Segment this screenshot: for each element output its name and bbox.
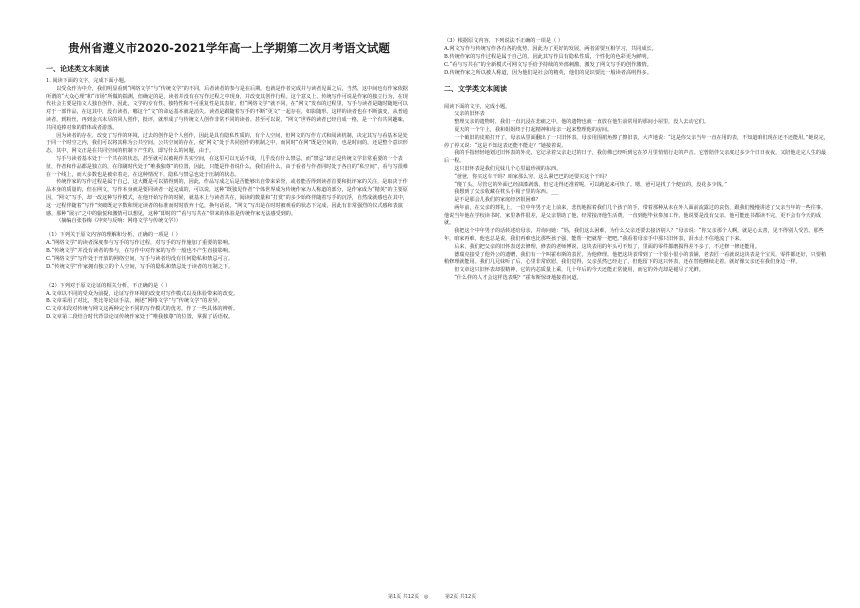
story-paragraph: 我把这个中年男子的话转述给母亲，并询问她：“妈，我们这么困难，为什么父亲还要去接济别人？”母亲说：“你父亲那个人啊，就是心太善，见不得别人受苦。那些年，咱家再难，他也总是说，我们再难也比那些孩子强，能帮一把就帮一把吧。”我看着母亲手中那只旧怀表，泪水止不住地流了下来。: [444, 228, 824, 243]
question-1-2-option-b: B.文章采用了对比，类比等论证手法，阐述“网络文学”与“传统文学”的差异。: [46, 298, 223, 305]
story-paragraph: 后来，我们把父亲的旧怀表送去修理，修表的老师傅说，这块表用的年头可不短了，里面的零件都磨损得差不多了，不过修一修还能用。: [454, 243, 760, 250]
section-heading-1: 一、论述类文本阅读: [46, 65, 109, 73]
passage-paragraph-2: 因为读者的存在，改变了写作的环境，过去的创作是个人创作，因此是具有隐私性质的，有个人空间，但网文的写作方式和阅读机制，决定其写与看基本是处于同一个时空之内，我们可以将其称为公共空间。公共空间的存在，使“网文”处于共同创作的机制之中，而同时“在网”既是空间的，也是时间的，还是整个意识形态，其中，网文正是在共同空间的机制下产生的，即写什么的问题，由于。: [46, 132, 408, 155]
question-1-2-option-c: C.文章末段对传统与网文这两种完全不同的写作模式的优劣，作了一些具体的辨析。: [46, 306, 239, 313]
page-number-left: 第1页 共12页: [388, 594, 420, 600]
question-1-2-stem: （2）下列对于原文论证的相关分析，不正确的是（ ）: [46, 282, 171, 289]
story-paragraph: 一个破旧的皮箱打开了，母亲从里面翻出了一只旧怀表。母亲用围裙角擦了擦旧表，大声地说：“这是你父亲当年一直在用的表，不知道咱们现在还不还能用。”她说完，停了停又说：“这是不知这表还能不能走？”她接着说。: [444, 134, 829, 149]
question-1-prompt: 1. 阅读下面的文字，完成下面小题。: [46, 78, 129, 84]
question-1-3-option-a: A.网文写作与传统写作各有各的优势，因此为了更好的发展，两者需要互相学习，共同成长。: [444, 45, 657, 52]
question-2-prompt: 阅读下面的文字，完成小题。: [444, 103, 511, 110]
binding-mark-icon: ◎: [424, 594, 429, 600]
story-title: 父亲的旧怀表: [454, 111, 485, 118]
passage-paragraph-1: 以受众作为中介，我们明显看到“网络文学”与“传统文学”的不同，后者读者的参与是在后期，也就是作者完成并与读者见面之后，当然，这中间也有作家依据所谓的“大众心理”和“市场”所做的揣测，但确定的是，读者并没有在写作过程之中现身，并改变其创作行程。这个意义上，传统写作可说是作家的独立行为，在现代社会主要是指文人独自创作，因此，文学的专有性、独特性和不可重复性是其表征，但“网络文学”就不同。在“网文”发布的过程里，写手与读者是随时随地可以对于一部作品，在这其中，没有读者，哪这个“文”的命运基本就是消失。读者是跟随着写手的不断“更文”一起存在，如影随形。这样的读者也在不断演变，从普通读者，到粉丝，再到金兴未尽的同人创作，批评，就形成了与传统文人创作非常不同的读者。甚至可以说，“网文”世界的读者已经自成一格，是一个有共同趣味，共同追捧对象的群体或者游落。: [46, 85, 408, 131]
story-paragraph: 这只旧怀表是我们兄妹几个心里最珍视的东西。: [454, 165, 562, 172]
story-paragraph: 两年前，在父亲的葬礼上，一位中年男子走上前来，悲伤地握着我们几个孩子的手，带着那种从未在外人面前流露过的哀伤，跟我们慢慢讲述了父亲当年的一些往事。他说当年他在学校读书时，家里条件很差，是父亲帮助了他，经常接济他生活费，一直到他毕业参加工作。他说要是没有父亲，他可能连书都读不完，更不会有今天的成就。: [444, 204, 827, 227]
question-1-1-option-b: B.“传统文学”并没有读者的参与，在写作中对作家的写作一般也不产生直接影响。: [46, 247, 234, 254]
exam-title: 贵州省遵义市2020-2021学年高一上学期第二次月考语文试题: [68, 41, 390, 55]
question-1-3-option-b: B.传统作家的写作过程是属于自己的，因此其写作具有隐私性质，个性化的色彩更为鲜明。: [444, 53, 652, 60]
story-paragraph: “爸爸，你买这车干吗？咱家那么穷，这么紧巴巴的还要买这个干吗？: [454, 173, 610, 180]
story-paragraph: 德瑞克接受了他外公的遗赠，我们有一个叫霍布斯的表匠，为他修理。他把这块表带到了一个很小很小的表铺，老表匠一看就说这块表是个宝贝，零件都还好，只要稍稍修理就能用。我们几兄妹听了后，心里非常欣慰，我们觉得，父亲虽然已经走了，但他留下的这只怀表，还在替他继续走着，就好像父亲还在我们身边一样。: [444, 251, 827, 266]
page-right: [430, 0, 860, 608]
question-1-3-option-c: C.“看与写共在”的全新模式可网文写手给予持续的外部刺激，激发了网文写手的创作激情。: [444, 61, 652, 68]
story-paragraph: 夏天的一个午上，我和姐姐终于打起精神和母亲一起来整理他的房间。: [454, 126, 613, 133]
question-1-2-option-a: A.文章以不同的受众为前提，论证写作环境的改变对写作模式以及体验带来的改变。: [46, 290, 239, 297]
story-paragraph: 但文章这只旧怀表却很精神，它的内芯质量上乘，几十年后的今天还能正常使用，而它的外壳却是褪尽了光鲜。: [454, 267, 704, 274]
question-1-2-option-d: D.文章第二段结合时代背景论证传统作家处于“唯我独尊”的位置，掌握了话语权。: [46, 314, 234, 321]
question-1-1-option-a: A.“网络文学”的读者深度参与写手的写作过程，对写手的写作施加了重要的影响。: [46, 240, 234, 247]
story-paragraph: 我想到了父亲收藏在枕头小箱子里的东西。___: [454, 189, 559, 196]
story-paragraph: 是不是那会儿我们的家庭经济很困难？: [454, 197, 541, 204]
page-number-right: 第2页 共12页: [445, 594, 477, 600]
section-heading-2: 二、文学类文本阅读: [444, 84, 507, 93]
question-1-1-stem: （1）下列关于原文内容的理解和分析，正确的一项是（ ）: [46, 232, 181, 239]
question-1-1-option-d: D.“传统文学”作家拥有独立的个人空间，写手的隐私和禁忌处于读者的压制之下。: [46, 263, 234, 270]
passage-paragraph-3: 写手与读者基本处于一个共在的状态，甚至就可以被视作共实空间，在这里可以无话不谈，几乎没有什么禁忌，而“禁忌”却正是传统文学非常重要的一个表征，作者和作品都是独立的，在印刷时代处于“唯我独尊”的位置，因此，只能是作者说什么，我们看什么，由于看者与作者同时处于各自的“私空间”，看与写很难在一个线上，而大多数也是被牵着走，在这种情况下，隐私与禁忌也处于压制的状态。: [46, 155, 408, 178]
passage-source: （摘编自张春梅《冲突与反响：网络文学与传统文学》）: [56, 218, 181, 225]
question-1-3-stem: （3）根据原文内容，下列说法不正确的一项是（ ）: [444, 38, 564, 44]
question-1-3-option-d: D.传统作家之所以被人称道，因为他们是社会的精英，他们的见识要比一般读者高明得多。: [444, 69, 652, 76]
question-1-1-option-c: C.“网络文学”写作处于开放的网络空间，写手与读者均没有任何隐私和禁忌可言。: [46, 255, 234, 262]
story-paragraph: “什么样的人才会这样选表呢？”霍布斯惊讶地接着问道。: [454, 275, 582, 282]
story-paragraph: “傻丫头，尽管它的外面已经油漆剥落，但它走得还准着呢，可以跑起来可快了。嗯，爸可是找了个便宜的，没花多少钱。”: [454, 181, 727, 188]
story-paragraph: 我的手指轻轻地划过旧怀表的外壳，它记录着父亲走过的日子，我仿佛已经听到它在岁月里悄悄行走的声音。它曾陪伴父亲度过多少个日日夜夜，又陪他走完人生的最后一程。: [444, 150, 827, 165]
story-paragraph: 整理父亲的遗物时，我们一直沉浸在悲痛之中，他的遗物也就一直放在他生前常用的那间小屋里，没人去动它们。: [454, 119, 709, 126]
passage-paragraph-4: 传统作家的写作过程是属于自己，这大概是可以猜得到的，因此，作品写成之后是否能够出自带来荣誉，或者能否得到读者首要和批评家的关注，是取决于作品本身的质量的，但在网文，写作本身就是要同读者一起完成的，可以说，这种“既独见作者”个体世界成为传统作家为人称道的部分，是作家成为“精英”的主要原因，“网文”写手，却一改这种写作模式，在他开始写作的时候，就基本上与读者共在，阅读的数量和“打赏”的多少始终伴随着写手的沉浮，自然成就感也在其中，这一过程伴随着“写作”突破既定字数和规定读者的标准而时时放弃十亿，换句话说，“网文”写出是在时时被观看的状态下完成，因此有非常强烈的仪式感和表演感，那种“展示”之中的愉悦和激情可以想见，这种“即时的”“看与写共在”带来的体验是传统作家无法感受到的。: [46, 179, 408, 217]
